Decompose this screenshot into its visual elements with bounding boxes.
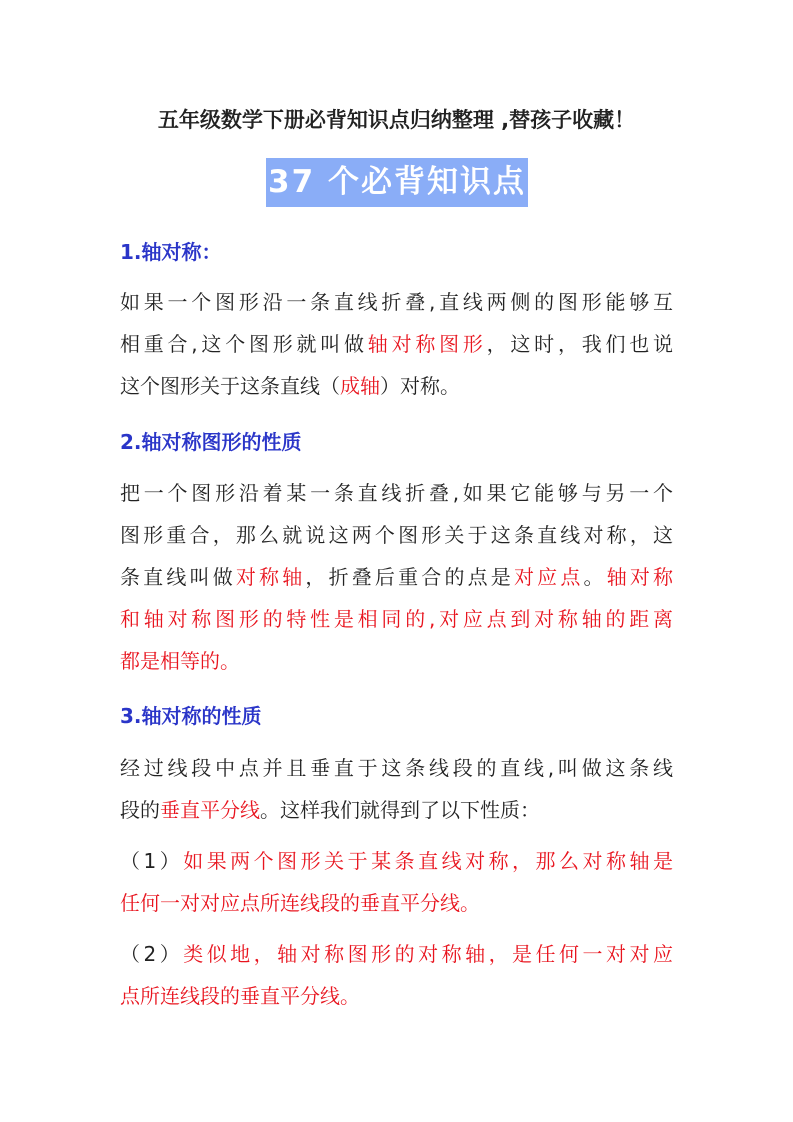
highlighted-text: 轴对称图形: [367, 332, 487, 356]
section-heading: 1.轴对称：: [120, 240, 222, 264]
paragraph: [120, 472, 673, 682]
text-line: [120, 514, 673, 556]
text-line: [120, 975, 673, 1017]
body-text: ，这时，我们也说: [486, 332, 674, 356]
body-text: 条直线叫做: [120, 565, 236, 589]
highlighted-text: 点所连线段的垂直平分线。: [120, 984, 360, 1008]
highlighted-text: 类似地，轴对称图形的对称轴，是任何一对对应: [183, 942, 673, 966]
text-line: [120, 747, 673, 789]
text-line: [120, 365, 673, 407]
text-line: [120, 933, 673, 975]
body-text: 如果一个图形沿一条直线折叠,直线两侧的图形能够互: [120, 290, 673, 314]
banner-heading: 37 个必背知识点: [266, 158, 528, 207]
paragraph: [120, 933, 673, 1017]
highlighted-text: 垂直平分线: [160, 798, 260, 822]
text-line: [120, 598, 673, 640]
highlighted-text: 任何一对对应点所连线段的垂直平分线。: [120, 891, 480, 915]
document-title: 五年级数学下册必背知识点归纳整理 ,替孩子收藏！: [157, 108, 636, 132]
body-text: ）对称。: [380, 374, 460, 398]
highlighted-text: 对称轴: [235, 565, 306, 589]
highlighted-text: 如果两个图形关于某条直线对称，那么对称轴是: [183, 849, 673, 873]
body-text: 。这样我们就得到了以下性质：: [260, 798, 540, 822]
body-text: 这个图形关于这条直线（: [120, 374, 340, 398]
text-line: [120, 882, 673, 924]
highlighted-text: 和轴对称图形的特性是相同的,对应点到对称轴的距离: [120, 607, 673, 631]
body-text: 相重合,这个图形就叫做: [120, 332, 368, 356]
text-line: [120, 840, 673, 882]
paragraph: [120, 840, 673, 924]
highlighted-text: 成轴: [340, 374, 380, 398]
paragraph: [120, 281, 673, 407]
section-heading: 3.轴对称的性质: [120, 704, 262, 728]
body-text: （1）: [120, 849, 184, 873]
paragraph: [120, 747, 673, 831]
body-text: 经过线段中点并且垂直于这条线段的直线,叫做这条线: [120, 756, 673, 780]
text-line: [120, 281, 673, 323]
body-text: ，折叠后重合的点是: [305, 565, 514, 589]
body-text: 图形重合，那么就说这两个图形关于这条直线对称，这: [120, 523, 673, 547]
text-line: [120, 556, 673, 598]
body-text: 。: [583, 565, 607, 589]
body-text: （2）: [120, 942, 184, 966]
text-line: [120, 323, 673, 365]
text-line: [120, 472, 673, 514]
text-line: [120, 640, 673, 682]
highlighted-text: 都是相等的。: [120, 649, 240, 673]
section-heading: 2.轴对称图形的性质: [120, 430, 302, 454]
highlighted-text: 对应点: [513, 565, 584, 589]
highlighted-text: 轴对称: [606, 565, 674, 589]
text-line: [120, 789, 673, 831]
body-text: 把一个图形沿着某一条直线折叠,如果它能够与另一个: [120, 481, 673, 505]
body-text: 段的: [120, 798, 160, 822]
